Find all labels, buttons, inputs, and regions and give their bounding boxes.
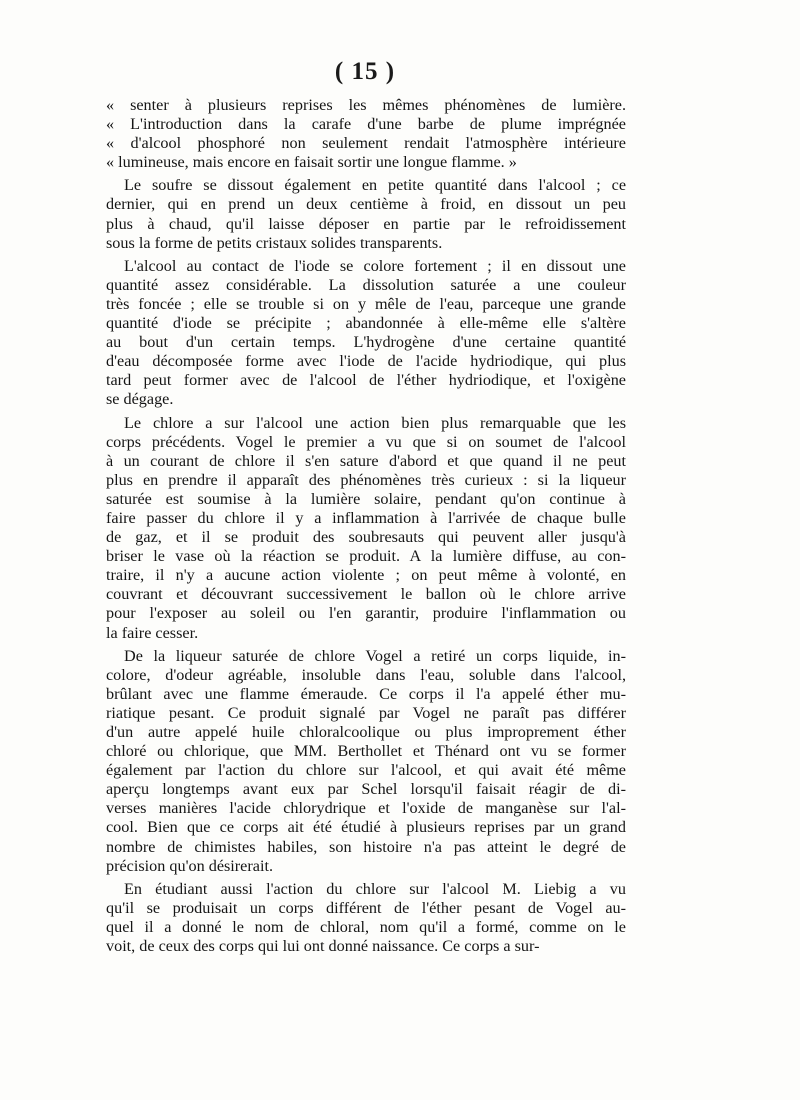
text-line: voit, de ceux des corps qui lui ont donné naissance. Ce corps a sur- xyxy=(106,937,540,956)
paragraph xyxy=(106,257,626,410)
text-line: d'un autre appelé huile chloralcoolique ou plus improprement éther xyxy=(106,723,626,741)
text-line: cool. Bien que ce corps ait été étudié à plusieurs reprises par un grand xyxy=(106,818,626,837)
text-line: faire passer du chlore il y a inflammation à l'arrivée de chaque bulle xyxy=(106,508,626,527)
text-line: briser le vase où la réaction se produit. A la lumière diffuse, au con- xyxy=(106,547,626,566)
text-line: à un courant de chlore il s'en sature d'abord et que quand il ne peut xyxy=(106,451,626,470)
text-line: « L'introduction dans la carafe d'une barbe de plume imprégnée xyxy=(106,115,626,134)
paragraph xyxy=(106,96,626,172)
text-line: brûlant avec une flamme émeraude. Ce corps il l'a appelé éther mu- xyxy=(106,684,626,703)
paragraph xyxy=(106,176,626,252)
text-line: Le soufre se dissout également en petite quantité dans l'alcool ; ce xyxy=(124,176,626,195)
text-line: « senter à plusieurs reprises les mêmes phénomènes de lumière. xyxy=(106,96,626,114)
paragraph xyxy=(106,647,626,876)
text-line: « d'alcool phosphoré non seulement rendait l'atmosphère intérieure xyxy=(106,134,626,153)
text-line: d'eau décomposée forme avec l'iode de l'acide hydriodique, qui plus xyxy=(106,352,626,371)
text-line: couvrant et découvrant successivement le ballon où le chlore arrive xyxy=(106,585,626,604)
text-line: saturée est soumise à la lumière solaire, pendant qu'on continue à xyxy=(106,489,626,508)
body-text xyxy=(106,96,626,956)
text-line: De la liqueur saturée de chlore Vogel a retiré un corps liquide, in- xyxy=(124,646,626,665)
text-line: tard peut former avec de l'alcool de l'éther hydriodique, et l'oxigène xyxy=(106,371,626,390)
text-line: colore, d'odeur agréable, insoluble dans l'eau, soluble dans l'alcool, xyxy=(106,665,626,684)
text-line: corps précédents. Vogel le premier a vu que si on soumet de l'alcool xyxy=(106,432,626,451)
text-line: la faire cesser. xyxy=(106,623,199,642)
text-line: « lumineuse, mais encore en faisait sortir une longue flamme. » xyxy=(106,153,517,172)
text-line: chloré ou chlorique, que MM. Berthollet et Thénard ont vu se former xyxy=(106,742,626,761)
paragraph xyxy=(106,880,626,956)
text-line: En étudiant aussi l'action du chlore sur l'alcool M. Liebig a vu xyxy=(124,879,626,898)
text-line: qu'il se produisait un corps différent de l'éther pesant de Vogel au- xyxy=(106,898,626,917)
text-line: dernier, qui en prend un deux centième à froid, en dissout un peu xyxy=(106,195,626,214)
text-line: quantité d'iode se précipite ; abandonnée à elle-même elle s'altère xyxy=(106,314,626,333)
text-line: nombre de chimistes habiles, son histoire n'a pas atteint le degré de xyxy=(106,837,626,856)
text-line: verses manières l'acide chlorydrique et l'oxide de manganèse sur l'al- xyxy=(106,799,626,818)
text-line: se dégage. xyxy=(106,390,174,409)
text-line: quantité assez considérable. La dissolution saturée a une couleur xyxy=(106,275,626,294)
text-line: plus à chaud, qu'il laisse déposer en partie par le refroidissement xyxy=(106,214,626,233)
text-line: quel il a donné le nom de chloral, nom qu'il a formé, comme on le xyxy=(106,917,626,936)
text-line: plus en prendre il apparaît des phénomènes très curieux : si la liqueur xyxy=(106,470,626,489)
text-line: L'alcool au contact de l'iode se colore fortement ; il en dissout une xyxy=(124,256,626,275)
text-line: Le chlore a sur l'alcool une action bien plus remarquable que les xyxy=(124,413,626,432)
text-line: au bout d'un certain temps. L'hydrogène d'une certaine quantité xyxy=(106,333,626,352)
text-line: pour l'exposer au soleil ou l'en garantir, produire l'inflammation ou xyxy=(106,604,626,623)
page-number: ( 15 ) xyxy=(334,58,396,85)
text-line: traire, il n'y a aucune action violente ; on peut même à volonté, en xyxy=(106,566,626,585)
text-line: riatique pesant. Ce produit signalé par Vogel ne paraît pas différer xyxy=(106,703,626,722)
text-line: également par l'action du chlore sur l'alcool, et qui avait été même xyxy=(106,761,626,780)
paragraph xyxy=(106,414,626,643)
text-line: très foncée ; elle se trouble si on y mêle de l'eau, parceque une grande xyxy=(106,294,626,313)
text-line: sous la forme de petits cristaux solides transparents. xyxy=(106,233,443,252)
text-line: précision qu'on désirerait. xyxy=(106,856,273,875)
text-line: de gaz, et il se produit des soubresauts qui peuvent aller jusqu'à xyxy=(106,528,626,547)
text-line: aperçu longtemps avant eux par Schel lorsqu'il faisait réagir de di- xyxy=(106,780,626,799)
